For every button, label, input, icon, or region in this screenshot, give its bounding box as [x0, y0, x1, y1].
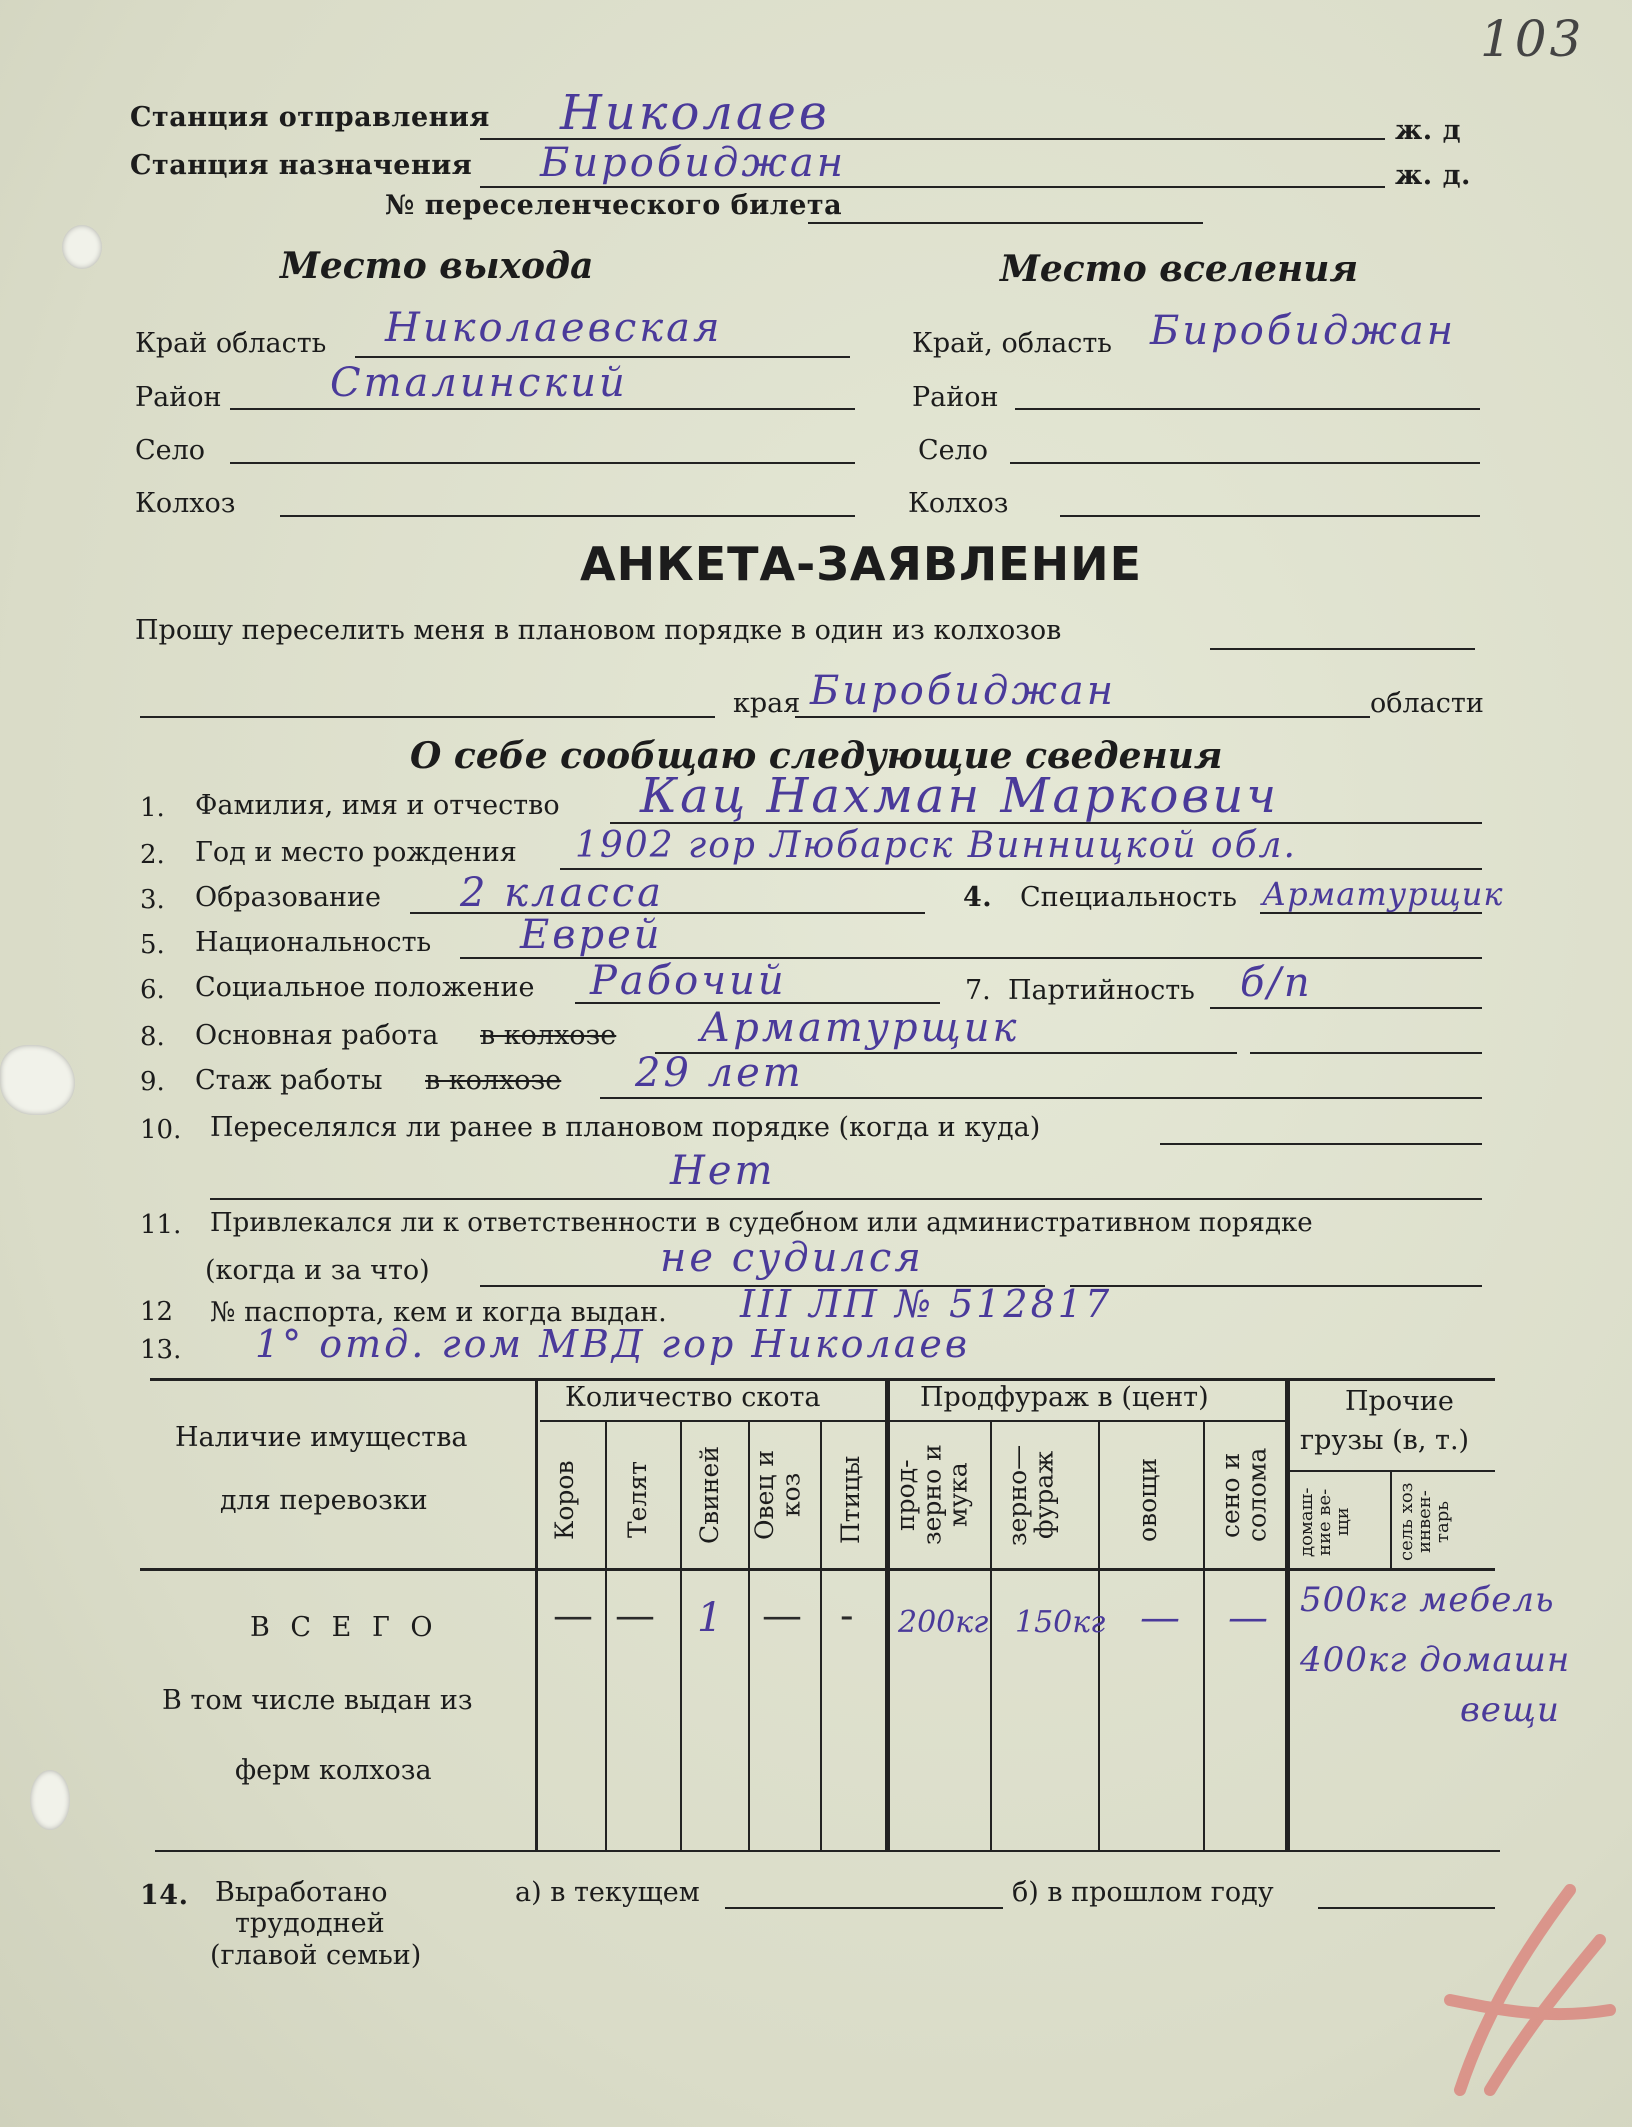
table-col-rule: [820, 1422, 822, 1850]
prosecuted-label: Привлекался ли к ответственности в судебном или административном порядке: [210, 1208, 1313, 1238]
social-label: Социальное положение: [195, 972, 535, 1003]
property-header2: для перевозки: [220, 1485, 428, 1516]
item-number: 10.: [140, 1115, 182, 1145]
resettled-line2: [210, 1198, 1482, 1200]
grain-header: прод- зерно и мука: [891, 1444, 973, 1546]
main-work-label: Основная работа: [195, 1020, 439, 1051]
departure-label: Станция отправления: [130, 102, 490, 133]
torn-edge: [0, 1045, 75, 1115]
cows-value: —: [553, 1593, 593, 1639]
birds-value: -: [840, 1593, 854, 1639]
birth-value: 1902 гор Любарск Винницкой обл.: [575, 825, 1297, 866]
table-col-rule: [1285, 1380, 1290, 1850]
vegetables-header: овощи: [1133, 1457, 1162, 1543]
request-line1-blank: [1210, 648, 1475, 650]
kray-label: края: [733, 688, 801, 719]
feed-header: Продфураж в (цент): [920, 1382, 1209, 1413]
cows-header: Коров: [550, 1460, 579, 1540]
origin-region-value: Николаевская: [385, 305, 723, 351]
origin-district-line: [230, 408, 855, 410]
prosecuted-value: не судился: [660, 1235, 924, 1281]
other-value-2: 400кг домашн: [1300, 1640, 1571, 1680]
origin-village-line: [230, 462, 855, 464]
sheep-header: Овец и коз: [750, 1449, 806, 1541]
destination-label: Станция назначения: [130, 150, 473, 181]
origin-region-line: [355, 356, 850, 358]
livestock-group-rule: [540, 1420, 885, 1422]
fio-label: Фамилия, имя и отчество: [195, 790, 560, 821]
dest-kolkhoz-label: Колхоз: [908, 488, 1009, 519]
origin-village-label: Село: [135, 435, 206, 466]
dest-region-value: Биробиджан: [1150, 308, 1457, 354]
table-bottom-rule: [155, 1850, 1500, 1852]
ticket-line: [808, 222, 1203, 224]
experience-value: 29 лет: [635, 1050, 804, 1096]
agri-inventory-header: сель хоз инвен- тарь: [1396, 1482, 1453, 1562]
table-col-rule: [680, 1422, 682, 1850]
grain-value: 200кг: [898, 1605, 989, 1640]
table-col-rule: [885, 1380, 890, 1850]
table-col-rule: [605, 1422, 607, 1850]
experience-struck: в колхозе: [425, 1065, 562, 1096]
fio-value: Кац Нахман Маркович: [640, 768, 1280, 824]
item-number: 8.: [140, 1022, 165, 1052]
dest-village-line: [1010, 462, 1480, 464]
table-col-rule: [1390, 1472, 1392, 1568]
prosecuted-line2: [1070, 1285, 1482, 1287]
item-number: 6.: [140, 975, 165, 1005]
hay-header: сено и солома: [1216, 1447, 1272, 1543]
specialty-label: Специальность: [1020, 882, 1237, 913]
other-value-1: 500кг мебель: [1300, 1580, 1555, 1620]
workdays-label1: Выработано: [215, 1877, 388, 1908]
other-group-rule: [1290, 1470, 1495, 1472]
page-number: 103: [1480, 10, 1585, 68]
kray-value: Биробиджан: [810, 668, 1117, 714]
table-col-rule: [990, 1422, 992, 1850]
party-line: [1210, 1007, 1482, 1009]
destination-value: Биробиджан: [540, 140, 847, 186]
other-value-3: вещи: [1460, 1690, 1560, 1730]
table-header-rule: [140, 1568, 1495, 1571]
resettled-value: Нет: [670, 1148, 776, 1194]
social-value: Рабочий: [590, 958, 787, 1004]
item-number: 9.: [140, 1067, 165, 1097]
prosecuted-label2: (когда и за что): [205, 1255, 430, 1286]
item-number: 5.: [140, 930, 165, 960]
workdays-label3: (главой семьи): [210, 1940, 422, 1971]
other-header: Прочие: [1345, 1386, 1454, 1417]
punch-hole: [62, 225, 102, 269]
table-col-rule: [535, 1380, 538, 1850]
passport-value: III ЛП № 512817: [740, 1282, 1113, 1326]
total-label: В С Е Г О: [250, 1612, 439, 1643]
item-number: 7.: [965, 975, 991, 1006]
included-label2: ферм колхоза: [235, 1755, 432, 1786]
dest-district-label: Район: [912, 382, 999, 413]
workdays-previous-label: б) в прошлом году: [1012, 1877, 1274, 1908]
calves-header: Телят: [623, 1461, 652, 1539]
rail-suffix-2: ж. д.: [1395, 160, 1471, 191]
workdays-current-label: а) в текущем: [515, 1877, 700, 1908]
resettled-label: Переселялся ли ранее в плановом порядке (когда и куда): [210, 1112, 1041, 1143]
main-work-line2: [1250, 1052, 1482, 1054]
item-number: 13.: [140, 1335, 182, 1365]
specialty-value: Арматурщик: [1262, 875, 1504, 913]
red-stamp-mark: [1420, 1850, 1620, 2110]
ticket-label: № переселенческого билета: [385, 190, 843, 221]
table-col-rule: [1203, 1422, 1205, 1850]
dest-district-line: [1015, 408, 1480, 410]
other-header2: грузы (в, т.): [1300, 1425, 1470, 1456]
sheep-value: —: [762, 1593, 802, 1639]
issued-by-value: 1° отд. гом МВД гор Николаев: [255, 1322, 971, 1366]
origin-region-label: Край область: [135, 328, 327, 359]
dest-region-label: Край, область: [912, 328, 1112, 359]
item-number: 1.: [140, 793, 165, 823]
birth-label: Год и место рождения: [195, 837, 517, 868]
workdays-label2: трудодней: [235, 1908, 385, 1939]
fodder-header: зерно— фураж: [1003, 1444, 1059, 1546]
origin-kolkhoz-line: [280, 515, 855, 517]
birth-line: [560, 868, 1482, 870]
birds-header: Птицы: [836, 1455, 865, 1545]
item-number: 14.: [140, 1880, 189, 1911]
included-label: В том числе выдан из: [162, 1685, 473, 1716]
experience-line: [600, 1097, 1482, 1099]
about-header: О себе сообщаю следующие сведения: [410, 735, 1223, 777]
livestock-header: Количество скота: [565, 1382, 821, 1413]
destination-line: [480, 186, 1385, 188]
education-label: Образование: [195, 882, 382, 913]
property-header: Наличие имущества: [175, 1422, 468, 1453]
origin-district-value: Сталинский: [330, 360, 628, 406]
origin-header: Место выхода: [280, 245, 594, 287]
main-work-struck: в колхозе: [480, 1020, 617, 1051]
hay-value: —: [1228, 1595, 1271, 1641]
table-top-rule: [150, 1378, 1495, 1381]
item-number: 11.: [140, 1210, 182, 1240]
item-number: 3.: [140, 885, 165, 915]
vegetables-value: —: [1140, 1595, 1183, 1641]
form-title: АНКЕТА-ЗАЯВЛЕНИЕ: [580, 537, 1143, 591]
destination-header: Место вселения: [1000, 248, 1359, 290]
nationality-label: Национальность: [195, 927, 432, 958]
experience-label: Стаж работы: [195, 1065, 383, 1096]
feed-group-rule: [890, 1420, 1285, 1422]
rail-suffix: ж. д: [1395, 115, 1462, 146]
origin-kolkhoz-label: Колхоз: [135, 488, 236, 519]
resettled-line: [1160, 1143, 1482, 1145]
party-value: б/п: [1240, 960, 1313, 1006]
passport-label: № паспорта, кем и когда выдан.: [210, 1297, 667, 1328]
dest-village-label: Село: [918, 435, 989, 466]
household-header: домаш- ние ве- щи: [1296, 1487, 1353, 1557]
oblast-label: области: [1370, 688, 1484, 719]
pigs-header: Свиней: [695, 1446, 724, 1544]
departure-value: Николаев: [560, 85, 830, 141]
main-work-value: Арматурщик: [700, 1005, 1020, 1051]
workdays-current-line: [725, 1907, 1003, 1909]
request-kray-blank: [140, 716, 715, 718]
education-value: 2 класса: [460, 870, 665, 916]
nationality-value: Еврей: [520, 912, 663, 958]
calves-value: —: [615, 1593, 655, 1639]
party-label: Партийность: [1008, 975, 1195, 1006]
kray-value-line: [795, 716, 1370, 718]
pigs-value: 1: [697, 1595, 726, 1641]
item-number: 2.: [140, 840, 165, 870]
dest-kolkhoz-line: [1060, 515, 1480, 517]
origin-district-label: Район: [135, 382, 222, 413]
item-number: 12: [140, 1297, 174, 1327]
punch-hole: [30, 1770, 70, 1830]
fodder-value: 150кг: [1015, 1605, 1106, 1640]
request-line1: Прошу переселить меня в плановом порядке в один из колхозов: [135, 615, 1062, 646]
item-number: 4.: [963, 882, 993, 913]
